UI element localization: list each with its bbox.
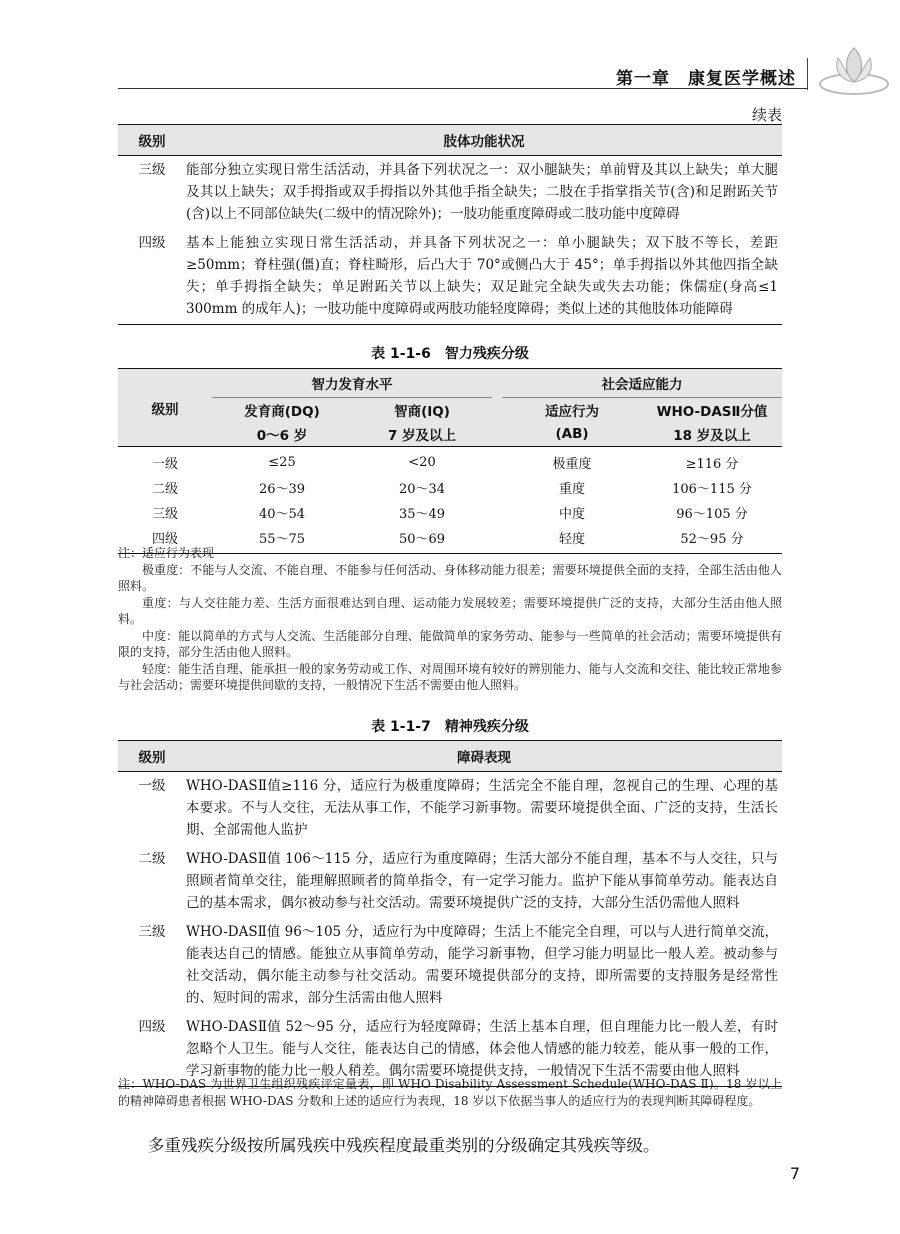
col-header-level: 级别 <box>118 741 186 772</box>
row-level: 四级 <box>118 525 212 554</box>
row-description: WHO-DASⅡ值 52～95 分，适应行为轻度障碍；生活上基本自理，但自理能力比一般人差，有时忽略个人卫生。能与人交往，能表达自己的情感，体会他人情感的能力较差，能从事一般的工作，学习新事物的能力比一般人稍差。偶尔需要环境提供支持，一般情况下生活不需要由他人照料 <box>186 1013 782 1087</box>
cell-who-das: 96～105 分 <box>676 507 748 522</box>
col-header-ab: 适应行为 <box>502 398 642 423</box>
table-row <box>118 845 782 918</box>
cell-dq: 55～75 <box>212 525 352 554</box>
row-level: 三级 <box>151 507 178 522</box>
row-description: WHO-DASⅡ值 96～105 分，适应行为中度障碍；生活上不能完全自理，可以与人进行简单交流，能表达自己的情感。能独立从事简单劳动，能学习新事物，但学习能力明显比一般人差。被动参与社交活动，偶尔能主动参与社交活动。需要环境提供部分的支持，即所需要的支持服务是经常性的、短时间的需求，部分生活需由他人照料 <box>186 924 778 1006</box>
continued-label: 续表 <box>751 106 782 124</box>
table-header-row <box>118 741 782 772</box>
table-footnote <box>118 1076 782 1109</box>
note-heading: 注：适应行为表现 <box>118 546 215 560</box>
cell-who-das: 52～95 分 <box>642 525 782 554</box>
cell-dq: ≤25 <box>268 455 296 470</box>
note-paragraph: 重度：与人交往能力差、生活方面很难达到自理、运动能力发展较差；需要环境提供广泛的支持，大部分生活由他人照料。 <box>118 595 782 626</box>
col-group-social: 社会适应能力 <box>502 369 782 398</box>
row-description: 能部分独立实现日常生活活动，并具备下列状况之一：双小腿缺失；单前臂及其以上缺失；单大腿及其以上缺失；双手拇指或双手拇指以外其他手指全缺失；二肢在手指掌指关节(含)和足跗跖关节(含)以上不同部位缺失(二级中的情况除外)；一肢功能重度障碍或二肢功能中度障碍 <box>186 162 778 222</box>
row-level: 一级 <box>151 457 178 472</box>
lotus-logo-icon <box>814 40 894 100</box>
row-level: 二级 <box>151 482 178 497</box>
header-divider <box>807 58 809 90</box>
table-header-row <box>118 422 782 447</box>
intellectual-disability-table <box>118 368 782 554</box>
cell-iq: <20 <box>408 455 436 470</box>
header-rule <box>118 88 808 89</box>
cell-dq: 26～39 <box>258 482 306 497</box>
col-header-iq: 智商(IQ) <box>352 398 492 423</box>
col-subheader-iq: 7 岁及以上 <box>352 422 492 447</box>
table-row <box>118 918 782 1013</box>
cell-iq: 50～69 <box>352 525 492 554</box>
mental-disability-table <box>118 740 782 1087</box>
table-row <box>118 475 782 500</box>
table-row <box>118 229 782 325</box>
cell-ab: 轻度 <box>502 525 642 554</box>
limb-disability-table <box>118 124 782 325</box>
col-group-intellect: 智力发育水平 <box>212 369 492 398</box>
cell-dq: 40～54 <box>258 507 306 522</box>
note-paragraph: 注：WHO-DAS 为世界卫生组织残疾评定量表，即 WHO Disability Assessment Schedule(WHO-DAS Ⅱ)。18 岁以上的精神障碍患者根据 WHO-DAS 分数和上述的适应行为表现，18 岁以下依据当事人的适应行为的表现判断其障碍程度。 <box>118 1077 782 1108</box>
body-paragraph: 多重残疾分级按所属残疾中残疾程度最重类别的分级确定其残疾等级。 <box>148 1136 660 1155</box>
row-level: 三级 <box>138 924 166 940</box>
row-description: WHO-DASⅡ值 106～115 分，适应行为重度障碍；生活大部分不能自理，基本不与人交往，只与照顾者简单交往，能理解照顾者的简单指令，有一定学习能力。监护下能从事简单劳动。能表达自己的基本需求，偶尔被动参与社交活动。需要环境提供广泛的支持，大部分生活仍需他人照料 <box>186 851 778 911</box>
row-level: 四级 <box>118 1013 186 1087</box>
cell-iq: 20～34 <box>398 482 446 497</box>
cell-gap <box>492 500 502 525</box>
cell-gap <box>492 447 502 476</box>
cell-ab: 极重度 <box>552 457 592 472</box>
cell-ab: 重度 <box>558 482 585 497</box>
cell-who-das: ≥116 分 <box>685 457 739 472</box>
note-paragraph: 中度：能以简单的方式与人交流、生活能部分自理、能做简单的家务劳动、能参与一些简单的社会活动；需要环境提供有限的支持，部分生活由他人照料。 <box>118 628 782 659</box>
row-level: 一级 <box>138 778 166 794</box>
row-description: 基本上能独立实现日常生活活动，并具备下列状况之一：单小腿缺失；双下肢不等长，差距≥50mm；脊柱强(僵)直；脊柱畸形，后凸大于 70°或侧凸大于 45°；单手拇指以外其他四指全缺失；单手拇指全缺失；单足跗跖关节以上缺失；双足趾完全缺失或失去功能；侏儒症(身高≤1 300mm 的成年人)；一肢功能中度障碍或两肢功能轻度障碍；类似上述的其他肢体功能障碍 <box>186 229 782 325</box>
col-subheader-dq: 0～6 岁 <box>212 422 352 447</box>
table-header-row <box>118 369 782 398</box>
table-caption: 表 1-1-7 精神残疾分级 <box>371 719 529 735</box>
col-header-dq: 发育商(DQ) <box>212 398 352 423</box>
cell-ab: 中度 <box>558 507 585 522</box>
note-paragraph: 轻度：能生活自理、能承担一般的家务劳动或工作、对周围环境有较好的辨别能力、能与人交流和交往、能比较正常地参与社会活动；需要环境提供间歇的支持，一般情况下生活不需要由他人照料。 <box>118 661 782 692</box>
table-header-row <box>118 125 782 156</box>
table-row <box>118 772 782 846</box>
row-level: 四级 <box>118 229 186 325</box>
col-header-symptoms: 障碍表现 <box>186 741 782 772</box>
header-gap <box>492 398 502 423</box>
col-header-limb-function: 肢体功能状况 <box>186 125 782 156</box>
table-row <box>118 447 782 476</box>
table-notes <box>118 545 782 694</box>
col-header-who-das: WHO-DASⅡ分值 <box>642 398 782 423</box>
table-row <box>118 156 782 230</box>
page-header <box>0 58 900 98</box>
row-level: 二级 <box>138 851 166 867</box>
table-caption: 表 1-1-6 智力残疾分级 <box>371 346 529 362</box>
row-description: WHO-DASⅡ值≥116 分，适应行为极重度障碍；生活完全不能自理，忽视自己的生理、心理的基本要求。不与人交往，无法从事工作，不能学习新事物。需要环境提供全面、广泛的支持，生活长期、全部需他人监护 <box>186 778 778 838</box>
header-gap <box>492 369 502 398</box>
table-header-row <box>118 398 782 423</box>
header-gap <box>492 422 502 447</box>
chapter-title: 第一章 康复医学概述 <box>616 69 796 89</box>
note-paragraph: 极重度：不能与人交流、不能自理、不能参与任何活动、身体移动能力很差；需要环境提供全面的支持，全部生活由他人照料。 <box>118 562 782 593</box>
cell-gap <box>492 475 502 500</box>
cell-iq: 35～49 <box>398 507 446 522</box>
row-level: 三级 <box>138 162 166 178</box>
col-subheader-who-das: 18 岁及以上 <box>642 422 782 447</box>
col-header-level: 级别 <box>118 369 212 447</box>
table-row <box>118 500 782 525</box>
col-header-level: 级别 <box>118 125 186 156</box>
page-number: 7 <box>789 1164 800 1183</box>
cell-who-das: 106～115 分 <box>672 482 752 497</box>
col-subheader-ab: (AB) <box>502 422 642 447</box>
